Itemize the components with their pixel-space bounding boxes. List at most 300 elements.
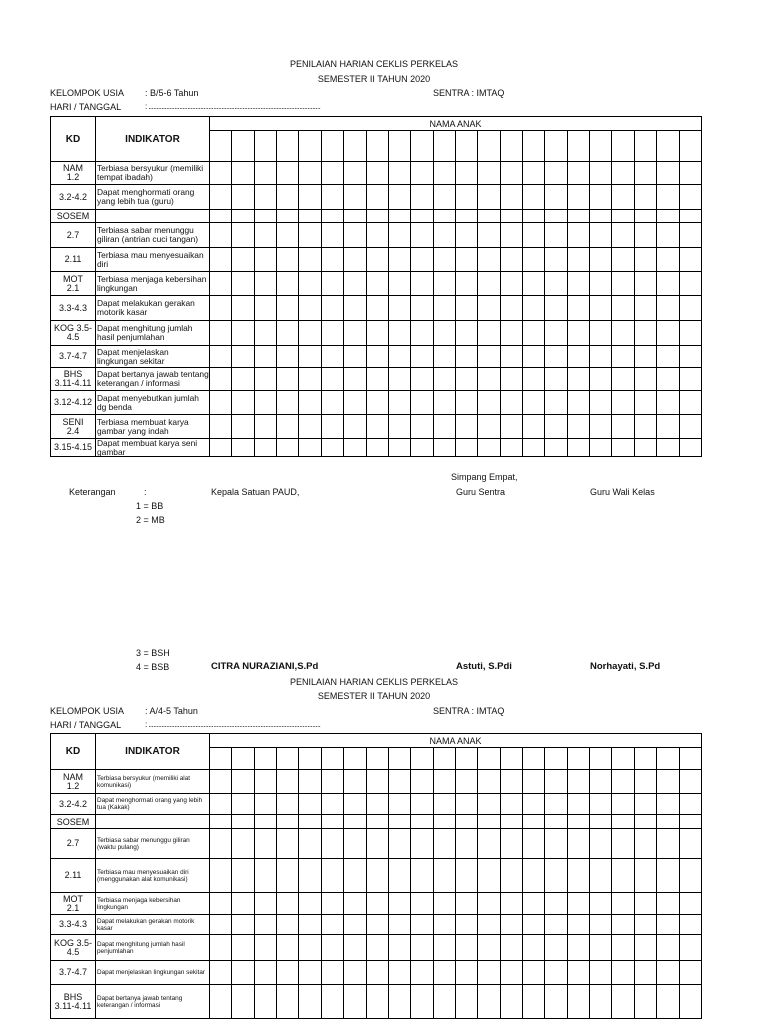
checklist-cell[interactable] [232, 391, 254, 415]
checklist-cell[interactable] [634, 439, 656, 457]
checklist-cell[interactable] [344, 829, 366, 859]
checklist-cell[interactable] [523, 961, 545, 985]
checklist-cell[interactable] [612, 439, 634, 457]
checklist-cell[interactable] [433, 794, 455, 815]
checklist-cell[interactable] [478, 815, 500, 829]
checklist-cell[interactable] [657, 829, 679, 859]
checklist-cell[interactable] [523, 248, 545, 272]
checklist-cell[interactable] [523, 893, 545, 915]
checklist-cell[interactable] [254, 794, 276, 815]
checklist-cell[interactable] [500, 893, 522, 915]
checklist-cell[interactable] [254, 248, 276, 272]
checklist-cell[interactable] [545, 770, 567, 794]
checklist-cell[interactable] [344, 770, 366, 794]
checklist-cell[interactable] [366, 272, 388, 296]
checklist-cell[interactable] [433, 223, 455, 248]
checklist-cell[interactable] [500, 915, 522, 935]
checklist-cell[interactable] [254, 162, 276, 185]
checklist-cell[interactable] [388, 321, 410, 346]
checklist-cell[interactable] [545, 985, 567, 1019]
checklist-cell[interactable] [254, 985, 276, 1019]
checklist-cell[interactable] [634, 185, 656, 210]
checklist-cell[interactable] [634, 391, 656, 415]
checklist-cell[interactable] [590, 794, 612, 815]
checklist-cell[interactable] [411, 296, 433, 321]
checklist-cell[interactable] [232, 961, 254, 985]
checklist-cell[interactable] [567, 210, 589, 223]
checklist-cell[interactable] [344, 935, 366, 961]
checklist-cell[interactable] [321, 391, 343, 415]
checklist-cell[interactable] [232, 248, 254, 272]
checklist-cell[interactable] [388, 859, 410, 893]
checklist-cell[interactable] [277, 272, 299, 296]
checklist-cell[interactable] [590, 296, 612, 321]
checklist-cell[interactable] [523, 794, 545, 815]
checklist-cell[interactable] [612, 794, 634, 815]
checklist-cell[interactable] [590, 210, 612, 223]
checklist-cell[interactable] [478, 935, 500, 961]
checklist-cell[interactable] [455, 248, 477, 272]
checklist-cell[interactable] [679, 829, 701, 859]
checklist-cell[interactable] [612, 915, 634, 935]
checklist-cell[interactable] [679, 439, 701, 457]
checklist-cell[interactable] [299, 223, 321, 248]
checklist-cell[interactable] [411, 223, 433, 248]
checklist-cell[interactable] [232, 794, 254, 815]
checklist-cell[interactable] [679, 248, 701, 272]
checklist-cell[interactable] [612, 223, 634, 248]
checklist-cell[interactable] [612, 210, 634, 223]
checklist-cell[interactable] [455, 346, 477, 368]
checklist-cell[interactable] [455, 162, 477, 185]
checklist-cell[interactable] [500, 368, 522, 391]
checklist-cell[interactable] [500, 415, 522, 439]
checklist-cell[interactable] [299, 915, 321, 935]
checklist-cell[interactable] [612, 296, 634, 321]
checklist-cell[interactable] [478, 439, 500, 457]
checklist-cell[interactable] [232, 346, 254, 368]
checklist-cell[interactable] [455, 368, 477, 391]
checklist-cell[interactable] [277, 935, 299, 961]
checklist-cell[interactable] [679, 415, 701, 439]
checklist-cell[interactable] [567, 223, 589, 248]
checklist-cell[interactable] [478, 296, 500, 321]
checklist-cell[interactable] [478, 162, 500, 185]
checklist-cell[interactable] [299, 935, 321, 961]
checklist-cell[interactable] [277, 915, 299, 935]
checklist-cell[interactable] [567, 893, 589, 915]
checklist-cell[interactable] [567, 985, 589, 1019]
checklist-cell[interactable] [478, 829, 500, 859]
checklist-cell[interactable] [567, 272, 589, 296]
checklist-cell[interactable] [523, 162, 545, 185]
checklist-cell[interactable] [657, 346, 679, 368]
checklist-cell[interactable] [388, 770, 410, 794]
checklist-cell[interactable] [612, 893, 634, 915]
checklist-cell[interactable] [388, 185, 410, 210]
checklist-cell[interactable] [232, 296, 254, 321]
checklist-cell[interactable] [366, 915, 388, 935]
checklist-cell[interactable] [321, 439, 343, 457]
checklist-cell[interactable] [657, 915, 679, 935]
checklist-cell[interactable] [545, 162, 567, 185]
checklist-cell[interactable] [321, 935, 343, 961]
checklist-cell[interactable] [657, 210, 679, 223]
checklist-cell[interactable] [590, 223, 612, 248]
checklist-cell[interactable] [299, 162, 321, 185]
checklist-cell[interactable] [679, 272, 701, 296]
checklist-cell[interactable] [545, 272, 567, 296]
checklist-cell[interactable] [523, 346, 545, 368]
checklist-cell[interactable] [366, 829, 388, 859]
checklist-cell[interactable] [679, 368, 701, 391]
checklist-cell[interactable] [455, 770, 477, 794]
checklist-cell[interactable] [567, 321, 589, 346]
checklist-cell[interactable] [679, 935, 701, 961]
checklist-cell[interactable] [657, 415, 679, 439]
checklist-cell[interactable] [344, 368, 366, 391]
checklist-cell[interactable] [254, 935, 276, 961]
checklist-cell[interactable] [455, 415, 477, 439]
checklist-cell[interactable] [500, 961, 522, 985]
checklist-cell[interactable] [299, 985, 321, 1019]
checklist-cell[interactable] [232, 162, 254, 185]
checklist-cell[interactable] [455, 829, 477, 859]
checklist-cell[interactable] [500, 296, 522, 321]
checklist-cell[interactable] [500, 162, 522, 185]
checklist-cell[interactable] [634, 223, 656, 248]
checklist-cell[interactable] [321, 415, 343, 439]
checklist-cell[interactable] [321, 321, 343, 346]
checklist-cell[interactable] [590, 985, 612, 1019]
checklist-cell[interactable] [277, 415, 299, 439]
checklist-cell[interactable] [321, 346, 343, 368]
checklist-cell[interactable] [411, 368, 433, 391]
checklist-cell[interactable] [478, 985, 500, 1019]
checklist-cell[interactable] [299, 439, 321, 457]
checklist-cell[interactable] [590, 391, 612, 415]
checklist-cell[interactable] [612, 248, 634, 272]
checklist-cell[interactable] [388, 162, 410, 185]
checklist-cell[interactable] [679, 859, 701, 893]
checklist-cell[interactable] [634, 985, 656, 1019]
checklist-cell[interactable] [455, 935, 477, 961]
checklist-cell[interactable] [277, 439, 299, 457]
checklist-cell[interactable] [455, 794, 477, 815]
checklist-cell[interactable] [523, 210, 545, 223]
checklist-cell[interactable] [567, 415, 589, 439]
checklist-cell[interactable] [299, 185, 321, 210]
checklist-cell[interactable] [388, 391, 410, 415]
checklist-cell[interactable] [210, 794, 232, 815]
checklist-cell[interactable] [523, 272, 545, 296]
checklist-cell[interactable] [210, 248, 232, 272]
checklist-cell[interactable] [366, 815, 388, 829]
checklist-cell[interactable] [634, 346, 656, 368]
checklist-cell[interactable] [500, 794, 522, 815]
checklist-cell[interactable] [590, 770, 612, 794]
checklist-cell[interactable] [344, 185, 366, 210]
checklist-cell[interactable] [232, 439, 254, 457]
checklist-cell[interactable] [634, 296, 656, 321]
checklist-cell[interactable] [679, 794, 701, 815]
checklist-cell[interactable] [523, 770, 545, 794]
checklist-cell[interactable] [344, 439, 366, 457]
checklist-cell[interactable] [455, 296, 477, 321]
checklist-cell[interactable] [411, 770, 433, 794]
checklist-cell[interactable] [366, 223, 388, 248]
checklist-cell[interactable] [299, 770, 321, 794]
checklist-cell[interactable] [545, 439, 567, 457]
checklist-cell[interactable] [299, 961, 321, 985]
checklist-cell[interactable] [478, 210, 500, 223]
checklist-cell[interactable] [634, 815, 656, 829]
checklist-cell[interactable] [254, 439, 276, 457]
checklist-cell[interactable] [455, 210, 477, 223]
checklist-cell[interactable] [634, 770, 656, 794]
checklist-cell[interactable] [232, 415, 254, 439]
checklist-cell[interactable] [344, 961, 366, 985]
checklist-cell[interactable] [299, 346, 321, 368]
checklist-cell[interactable] [478, 346, 500, 368]
checklist-cell[interactable] [366, 770, 388, 794]
checklist-cell[interactable] [210, 815, 232, 829]
checklist-cell[interactable] [433, 210, 455, 223]
checklist-cell[interactable] [545, 829, 567, 859]
checklist-cell[interactable] [500, 439, 522, 457]
checklist-cell[interactable] [210, 223, 232, 248]
checklist-cell[interactable] [232, 272, 254, 296]
checklist-cell[interactable] [232, 985, 254, 1019]
checklist-cell[interactable] [523, 296, 545, 321]
checklist-cell[interactable] [344, 794, 366, 815]
checklist-cell[interactable] [567, 346, 589, 368]
checklist-cell[interactable] [545, 248, 567, 272]
checklist-cell[interactable] [478, 248, 500, 272]
checklist-cell[interactable] [433, 961, 455, 985]
checklist-cell[interactable] [455, 223, 477, 248]
checklist-cell[interactable] [344, 346, 366, 368]
checklist-cell[interactable] [366, 321, 388, 346]
checklist-cell[interactable] [545, 915, 567, 935]
checklist-cell[interactable] [523, 439, 545, 457]
checklist-cell[interactable] [388, 439, 410, 457]
checklist-cell[interactable] [478, 893, 500, 915]
checklist-cell[interactable] [433, 829, 455, 859]
checklist-cell[interactable] [277, 368, 299, 391]
checklist-cell[interactable] [277, 185, 299, 210]
checklist-cell[interactable] [679, 346, 701, 368]
checklist-cell[interactable] [545, 185, 567, 210]
checklist-cell[interactable] [455, 439, 477, 457]
checklist-cell[interactable] [590, 346, 612, 368]
checklist-cell[interactable] [344, 248, 366, 272]
checklist-cell[interactable] [388, 415, 410, 439]
checklist-cell[interactable] [366, 859, 388, 893]
checklist-cell[interactable] [433, 815, 455, 829]
checklist-cell[interactable] [388, 815, 410, 829]
checklist-cell[interactable] [545, 296, 567, 321]
checklist-cell[interactable] [366, 935, 388, 961]
checklist-cell[interactable] [478, 415, 500, 439]
checklist-cell[interactable] [210, 915, 232, 935]
checklist-cell[interactable] [567, 391, 589, 415]
checklist-cell[interactable] [321, 248, 343, 272]
checklist-cell[interactable] [679, 961, 701, 985]
checklist-cell[interactable] [433, 391, 455, 415]
checklist-cell[interactable] [545, 794, 567, 815]
checklist-cell[interactable] [210, 985, 232, 1019]
checklist-cell[interactable] [478, 368, 500, 391]
checklist-cell[interactable] [254, 210, 276, 223]
checklist-cell[interactable] [321, 210, 343, 223]
checklist-cell[interactable] [411, 859, 433, 893]
checklist-cell[interactable] [232, 368, 254, 391]
checklist-cell[interactable] [634, 859, 656, 893]
checklist-cell[interactable] [657, 893, 679, 915]
checklist-cell[interactable] [433, 346, 455, 368]
checklist-cell[interactable] [657, 935, 679, 961]
checklist-cell[interactable] [277, 859, 299, 893]
checklist-cell[interactable] [455, 985, 477, 1019]
checklist-cell[interactable] [277, 770, 299, 794]
checklist-cell[interactable] [433, 770, 455, 794]
checklist-cell[interactable] [254, 961, 276, 985]
checklist-cell[interactable] [567, 961, 589, 985]
checklist-cell[interactable] [545, 859, 567, 893]
checklist-cell[interactable] [277, 346, 299, 368]
checklist-cell[interactable] [411, 248, 433, 272]
checklist-cell[interactable] [344, 415, 366, 439]
checklist-cell[interactable] [590, 815, 612, 829]
checklist-cell[interactable] [388, 223, 410, 248]
checklist-cell[interactable] [299, 248, 321, 272]
checklist-cell[interactable] [478, 859, 500, 893]
checklist-cell[interactable] [388, 272, 410, 296]
checklist-cell[interactable] [344, 915, 366, 935]
checklist-cell[interactable] [545, 321, 567, 346]
checklist-cell[interactable] [455, 272, 477, 296]
checklist-cell[interactable] [411, 415, 433, 439]
checklist-cell[interactable] [455, 859, 477, 893]
checklist-cell[interactable] [455, 321, 477, 346]
checklist-cell[interactable] [344, 210, 366, 223]
checklist-cell[interactable] [254, 915, 276, 935]
checklist-cell[interactable] [232, 185, 254, 210]
checklist-cell[interactable] [657, 794, 679, 815]
checklist-cell[interactable] [567, 368, 589, 391]
checklist-cell[interactable] [634, 829, 656, 859]
checklist-cell[interactable] [232, 223, 254, 248]
checklist-cell[interactable] [210, 770, 232, 794]
checklist-cell[interactable] [612, 321, 634, 346]
checklist-cell[interactable] [500, 272, 522, 296]
checklist-cell[interactable] [478, 223, 500, 248]
checklist-cell[interactable] [321, 829, 343, 859]
checklist-cell[interactable] [612, 770, 634, 794]
checklist-cell[interactable] [277, 248, 299, 272]
checklist-cell[interactable] [523, 321, 545, 346]
checklist-cell[interactable] [679, 391, 701, 415]
checklist-cell[interactable] [634, 321, 656, 346]
checklist-cell[interactable] [210, 391, 232, 415]
checklist-cell[interactable] [590, 915, 612, 935]
checklist-cell[interactable] [254, 893, 276, 915]
checklist-cell[interactable] [545, 346, 567, 368]
checklist-cell[interactable] [657, 985, 679, 1019]
checklist-cell[interactable] [232, 935, 254, 961]
checklist-cell[interactable] [411, 893, 433, 915]
checklist-cell[interactable] [277, 210, 299, 223]
checklist-cell[interactable] [523, 985, 545, 1019]
checklist-cell[interactable] [366, 893, 388, 915]
checklist-cell[interactable] [210, 439, 232, 457]
checklist-cell[interactable] [455, 815, 477, 829]
checklist-cell[interactable] [612, 415, 634, 439]
checklist-cell[interactable] [299, 368, 321, 391]
checklist-cell[interactable] [478, 961, 500, 985]
checklist-cell[interactable] [455, 893, 477, 915]
checklist-cell[interactable] [433, 893, 455, 915]
checklist-cell[interactable] [232, 815, 254, 829]
checklist-cell[interactable] [433, 296, 455, 321]
checklist-cell[interactable] [277, 794, 299, 815]
checklist-cell[interactable] [657, 185, 679, 210]
checklist-cell[interactable] [478, 272, 500, 296]
checklist-cell[interactable] [210, 935, 232, 961]
checklist-cell[interactable] [455, 915, 477, 935]
checklist-cell[interactable] [523, 223, 545, 248]
checklist-cell[interactable] [210, 162, 232, 185]
checklist-cell[interactable] [634, 162, 656, 185]
checklist-cell[interactable] [679, 893, 701, 915]
checklist-cell[interactable] [612, 961, 634, 985]
checklist-cell[interactable] [500, 248, 522, 272]
checklist-cell[interactable] [411, 794, 433, 815]
checklist-cell[interactable] [411, 321, 433, 346]
checklist-cell[interactable] [612, 272, 634, 296]
checklist-cell[interactable] [545, 893, 567, 915]
checklist-cell[interactable] [612, 185, 634, 210]
checklist-cell[interactable] [567, 296, 589, 321]
checklist-cell[interactable] [612, 985, 634, 1019]
checklist-cell[interactable] [388, 346, 410, 368]
checklist-cell[interactable] [500, 346, 522, 368]
checklist-cell[interactable] [567, 770, 589, 794]
checklist-cell[interactable] [411, 915, 433, 935]
checklist-cell[interactable] [657, 248, 679, 272]
checklist-cell[interactable] [567, 439, 589, 457]
checklist-cell[interactable] [545, 391, 567, 415]
checklist-cell[interactable] [254, 391, 276, 415]
checklist-cell[interactable] [210, 210, 232, 223]
checklist-cell[interactable] [590, 415, 612, 439]
checklist-cell[interactable] [277, 829, 299, 859]
checklist-cell[interactable] [366, 985, 388, 1019]
checklist-cell[interactable] [388, 915, 410, 935]
checklist-cell[interactable] [388, 893, 410, 915]
checklist-cell[interactable] [321, 296, 343, 321]
checklist-cell[interactable] [411, 829, 433, 859]
checklist-cell[interactable] [657, 859, 679, 893]
checklist-cell[interactable] [366, 248, 388, 272]
checklist-cell[interactable] [299, 815, 321, 829]
checklist-cell[interactable] [321, 368, 343, 391]
checklist-cell[interactable] [210, 859, 232, 893]
checklist-cell[interactable] [657, 321, 679, 346]
checklist-cell[interactable] [590, 829, 612, 859]
checklist-cell[interactable] [523, 368, 545, 391]
